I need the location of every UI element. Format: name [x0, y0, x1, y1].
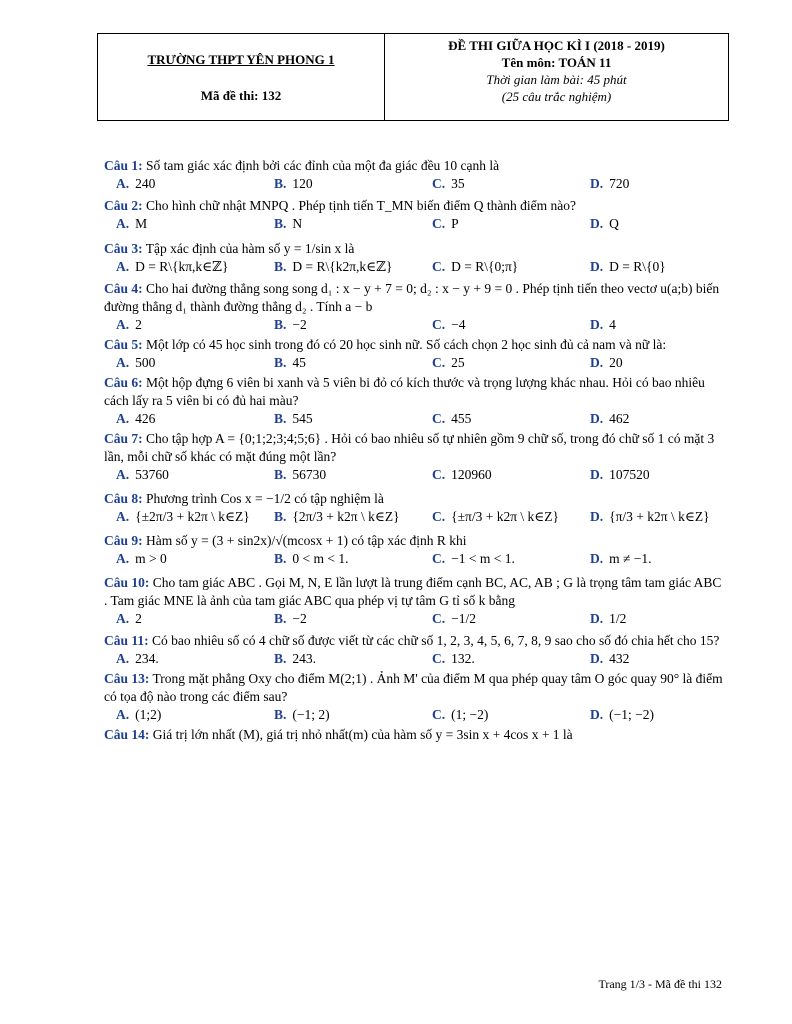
option-letter: B.	[274, 317, 287, 332]
option-letter: B.	[274, 176, 287, 191]
question	[104, 336, 724, 374]
answer-option-b[interactable]	[274, 411, 313, 427]
question-text	[104, 374, 724, 410]
question	[104, 157, 724, 195]
option-letter: A.	[116, 216, 130, 231]
option-letter: C.	[432, 411, 446, 426]
option-value: D = R\{k2π,k∈ℤ}	[292, 259, 393, 274]
option-value: 20	[609, 355, 623, 370]
answer-option-c[interactable]	[432, 176, 465, 192]
answer-options	[104, 508, 724, 528]
answer-options	[104, 650, 724, 670]
answer-option-d[interactable]	[590, 611, 626, 627]
question-body: Hàm số y = (3 + sin2x)/√(mcosx + 1) có tập xác định R khi	[142, 533, 467, 548]
option-value: 132.	[451, 651, 475, 666]
option-value: −2	[292, 611, 307, 626]
page-footer: Trang 1/3 - Mã đề thi 132	[598, 977, 722, 991]
question-body: Cho hai đường thẳng song song d₁ : x − y + 7 = 0; d₂ : x − y + 9 = 0 . Phép tịnh tiến theo vectơ u(a;b) biến đường thẳng d₁ thành đường thẳng d₂ . Tính a − b	[104, 281, 720, 314]
option-letter: B.	[274, 355, 287, 370]
question-label: Câu 14:	[104, 727, 150, 742]
option-value: D = R\{0}	[609, 259, 666, 274]
question-label: Câu 13:	[104, 671, 150, 686]
answer-options	[104, 175, 724, 195]
answer-option-a[interactable]	[116, 551, 167, 567]
option-letter: A.	[116, 509, 130, 524]
option-value: 234.	[135, 651, 159, 666]
question-label: Câu 5:	[104, 337, 143, 352]
option-letter: D.	[590, 259, 604, 274]
exam-title: ĐỀ THI GIỮA HỌC KÌ I (2018 - 2019)	[448, 38, 665, 53]
option-value: 500	[135, 355, 156, 370]
question	[104, 490, 724, 528]
answer-option-d[interactable]	[590, 411, 629, 427]
question	[104, 670, 724, 726]
question-text	[104, 280, 724, 316]
option-value: −4	[451, 317, 466, 332]
answer-option-d[interactable]	[590, 355, 623, 371]
question-text	[104, 336, 724, 354]
question	[104, 374, 724, 430]
question-body: Cho tam giác ABC . Gọi M, N, E lần lượt là trung điểm cạnh BC, AC, AB ; G là trọng tâm tam giác ABC . Tam giác MNE là ảnh của tam giác ABC qua phép vị tự tâm G tỉ số k bằng	[104, 575, 722, 608]
answer-option-b[interactable]	[274, 317, 307, 333]
answer-option-a[interactable]	[116, 467, 169, 483]
option-value: M	[135, 216, 148, 231]
option-letter: A.	[116, 467, 130, 482]
question	[104, 726, 724, 744]
question-text	[104, 670, 724, 706]
answer-option-b[interactable]	[274, 551, 349, 567]
option-letter: A.	[116, 551, 130, 566]
question-list	[104, 157, 724, 744]
answer-option-c[interactable]	[432, 551, 515, 567]
option-value: 545	[292, 411, 313, 426]
option-value: D = R\{0;π}	[451, 259, 519, 274]
answer-option-a[interactable]	[116, 707, 161, 723]
option-value: 243.	[292, 651, 317, 666]
question	[104, 280, 724, 336]
exam-header	[97, 33, 729, 121]
duration: Thời gian làm bài: 45 phút	[486, 72, 627, 87]
option-value: (1; −2)	[451, 707, 489, 722]
option-letter: B.	[274, 259, 287, 274]
option-letter: B.	[274, 651, 287, 666]
question-label: Câu 3:	[104, 241, 143, 256]
option-letter: A.	[116, 259, 130, 274]
option-value: 35	[451, 176, 465, 191]
answer-options	[104, 258, 724, 278]
answer-option-b[interactable]	[274, 611, 307, 627]
option-value: Q	[609, 216, 619, 231]
option-value: −1/2	[451, 611, 476, 626]
option-value: 107520	[609, 467, 650, 482]
option-letter: D.	[590, 611, 604, 626]
question	[104, 197, 724, 235]
question	[104, 632, 724, 670]
question-label: Câu 4:	[104, 281, 143, 296]
header-left	[98, 34, 385, 120]
question-label: Câu 7:	[104, 431, 143, 446]
option-letter: D.	[590, 509, 604, 524]
header-right	[385, 34, 728, 120]
option-letter: A.	[116, 611, 130, 626]
option-letter: C.	[432, 651, 446, 666]
answer-options	[104, 410, 724, 430]
question-label: Câu 9:	[104, 533, 143, 548]
question-body: Số tam giác xác định bởi các đỉnh của một đa giác đều 10 cạnh là	[142, 158, 500, 173]
option-letter: B.	[274, 551, 287, 566]
answer-option-d[interactable]	[590, 551, 652, 567]
question-text	[104, 574, 724, 610]
answer-option-b[interactable]	[274, 509, 400, 525]
option-letter: D.	[590, 467, 604, 482]
answer-option-d[interactable]	[590, 259, 666, 275]
option-value: 240	[135, 176, 156, 191]
answer-options	[104, 215, 724, 235]
question-body: Có bao nhiêu số có 4 chữ số được viết từ các chữ số 1, 2, 3, 4, 5, 6, 7, 8, 9 sao cho số đó chia hết cho 15?	[148, 633, 720, 648]
option-letter: A.	[116, 176, 130, 191]
option-value: 56730	[292, 467, 327, 482]
question	[104, 574, 724, 630]
option-letter: B.	[274, 216, 287, 231]
option-value: 45	[292, 355, 306, 370]
question-label: Câu 6:	[104, 375, 143, 390]
option-letter: C.	[432, 551, 446, 566]
option-letter: C.	[432, 509, 446, 524]
answer-options	[104, 610, 724, 630]
question-label: Câu 10:	[104, 575, 150, 590]
question-text	[104, 157, 724, 175]
option-value: P	[451, 216, 459, 231]
option-value: (−1; −2)	[609, 707, 654, 722]
question-label: Câu 8:	[104, 491, 143, 506]
answer-option-c[interactable]	[432, 259, 518, 275]
option-letter: C.	[432, 176, 446, 191]
answer-option-d[interactable]	[590, 651, 629, 667]
question-text	[104, 197, 724, 215]
answer-option-b[interactable]	[274, 176, 313, 192]
answer-option-a[interactable]	[116, 509, 250, 525]
option-letter: D.	[590, 216, 604, 231]
option-value: 53760	[135, 467, 169, 482]
subject: Tên môn: TOÁN 11	[501, 55, 612, 70]
option-letter: B.	[274, 411, 287, 426]
option-value: −1 < m < 1.	[451, 551, 515, 566]
question-text	[104, 490, 724, 508]
option-value: {π/3 + k2π \ k∈Z}	[609, 509, 710, 524]
option-letter: B.	[274, 611, 287, 626]
answer-options	[104, 466, 724, 486]
option-letter: D.	[590, 176, 604, 191]
answer-option-c[interactable]	[432, 467, 492, 483]
school-name: TRƯỜNG THPT YÊN PHONG 1	[147, 52, 335, 67]
option-value: −2	[292, 317, 307, 332]
answer-option-c[interactable]	[432, 707, 488, 723]
answer-options	[104, 354, 724, 374]
question-body: Trong mặt phẳng Oxy cho điểm M(2;1) . Ảnh M' của điểm M qua phép quay tâm O góc quay 90° là điểm có tọa độ nào trong các điểm sau?	[104, 671, 723, 704]
question	[104, 430, 724, 486]
answer-option-a[interactable]	[116, 355, 155, 371]
question-body: Giá trị lớn nhất (M), giá trị nhỏ nhất(m) của hàm số y = 3sin x + 4cos x + 1 là	[149, 727, 573, 742]
option-letter: C.	[432, 317, 446, 332]
option-letter: C.	[432, 216, 446, 231]
option-letter: C.	[432, 355, 446, 370]
answer-option-d[interactable]	[590, 317, 616, 333]
option-letter: D.	[590, 551, 604, 566]
answer-option-a[interactable]	[116, 259, 229, 275]
answer-option-d[interactable]	[590, 216, 619, 232]
option-value: 1/2	[609, 611, 627, 626]
question-count: (25 câu trắc nghiệm)	[501, 89, 612, 104]
option-value: 25	[451, 355, 465, 370]
answer-option-a[interactable]	[116, 176, 155, 192]
answer-option-b[interactable]	[274, 707, 330, 723]
answer-option-b[interactable]	[274, 355, 306, 371]
answer-options	[104, 706, 724, 726]
option-value: (1;2)	[135, 707, 162, 722]
option-letter: D.	[590, 411, 604, 426]
option-value: {±π/3 + k2π \ k∈Z}	[451, 509, 559, 524]
option-letter: A.	[116, 411, 130, 426]
question-text	[104, 532, 724, 550]
question-text	[104, 240, 724, 258]
option-letter: A.	[116, 355, 130, 370]
option-letter: B.	[274, 467, 287, 482]
answer-options	[104, 550, 724, 570]
question-body: Một lớp có 45 học sinh trong đó có 20 học sinh nữ. Số cách chọn 2 học sinh đủ cả nam và nữ là:	[142, 337, 667, 352]
option-letter: C.	[432, 611, 446, 626]
option-value: (−1; 2)	[292, 707, 330, 722]
option-value: 462	[609, 411, 630, 426]
option-letter: D.	[590, 317, 604, 332]
option-letter: C.	[432, 707, 446, 722]
question-text	[104, 632, 724, 650]
option-letter: B.	[274, 509, 287, 524]
option-value: 426	[135, 411, 156, 426]
option-value: 720	[609, 176, 630, 191]
exam-code: Mã đề thi: 132	[200, 88, 282, 103]
answer-option-c[interactable]	[432, 355, 465, 371]
option-letter: B.	[274, 707, 287, 722]
question-body: Một hộp đựng 6 viên bi xanh và 5 viên bi đỏ có kích thước và trọng lượng khác nhau. Hỏi có bao nhiêu cách lấy ra 5 viên bi có đủ hai màu?	[104, 375, 705, 408]
option-value: m > 0	[135, 551, 167, 566]
answer-option-a[interactable]	[116, 411, 155, 427]
question-label: Câu 11:	[104, 633, 149, 648]
question	[104, 532, 724, 570]
answer-option-c[interactable]	[432, 651, 475, 667]
option-value: 120960	[451, 467, 492, 482]
option-letter: D.	[590, 651, 604, 666]
question-body: Phương trình Cos x = −1/2 có tập nghiệm là	[142, 491, 384, 506]
question-text	[104, 430, 724, 466]
option-letter: A.	[116, 707, 130, 722]
question-body: Tập xác định của hàm số y = 1/sin x là	[142, 241, 355, 256]
option-value: 2	[135, 611, 142, 626]
answer-option-c[interactable]	[432, 509, 559, 525]
answer-option-c[interactable]	[432, 411, 471, 427]
option-letter: C.	[432, 467, 446, 482]
option-letter: A.	[116, 651, 130, 666]
answer-option-b[interactable]	[274, 259, 393, 275]
option-value: 120	[292, 176, 313, 191]
answer-option-a[interactable]	[116, 317, 142, 333]
answer-option-c[interactable]	[432, 216, 459, 232]
answer-option-b[interactable]	[274, 651, 316, 667]
option-letter: D.	[590, 355, 604, 370]
option-letter: A.	[116, 317, 130, 332]
option-value: {±2π/3 + k2π \ k∈Z}	[135, 509, 250, 524]
answer-option-c[interactable]	[432, 611, 476, 627]
option-value: {2π/3 + k2π \ k∈Z}	[292, 509, 400, 524]
answer-option-d[interactable]	[590, 467, 650, 483]
answer-option-b[interactable]	[274, 467, 326, 483]
answer-option-d[interactable]	[590, 509, 710, 525]
answer-option-a[interactable]	[116, 611, 142, 627]
option-letter: C.	[432, 259, 446, 274]
option-value: D = R\{kπ,k∈ℤ}	[135, 259, 229, 274]
option-value: 0 < m < 1.	[292, 551, 349, 566]
question	[104, 240, 724, 278]
option-value: m ≠ −1.	[609, 551, 652, 566]
option-letter: D.	[590, 707, 604, 722]
answer-option-b[interactable]	[274, 216, 302, 232]
question-label: Câu 2:	[104, 198, 143, 213]
option-value: 455	[451, 411, 472, 426]
question-text	[104, 726, 724, 744]
answer-option-c[interactable]	[432, 317, 466, 333]
question-body: Cho tập hợp A = {0;1;2;3;4;5;6} . Hỏi có bao nhiêu số tự nhiên gồm 9 chữ số, trong đó chữ số 1 có mặt 3 lần, mỗi chữ số khác có mặt đúng một lần?	[104, 431, 715, 464]
option-value: 4	[609, 317, 616, 332]
question-body: Cho hình chữ nhật MNPQ . Phép tịnh tiến T_MN biến điểm Q thành điểm nào?	[142, 198, 577, 213]
option-value: N	[292, 216, 303, 231]
answer-option-a[interactable]	[116, 651, 159, 667]
answer-option-d[interactable]	[590, 707, 654, 723]
answer-options	[104, 316, 724, 336]
question-label: Câu 1:	[104, 158, 143, 173]
answer-option-d[interactable]	[590, 176, 629, 192]
answer-option-a[interactable]	[116, 216, 147, 232]
option-value: 2	[135, 317, 142, 332]
option-value: 432	[609, 651, 630, 666]
